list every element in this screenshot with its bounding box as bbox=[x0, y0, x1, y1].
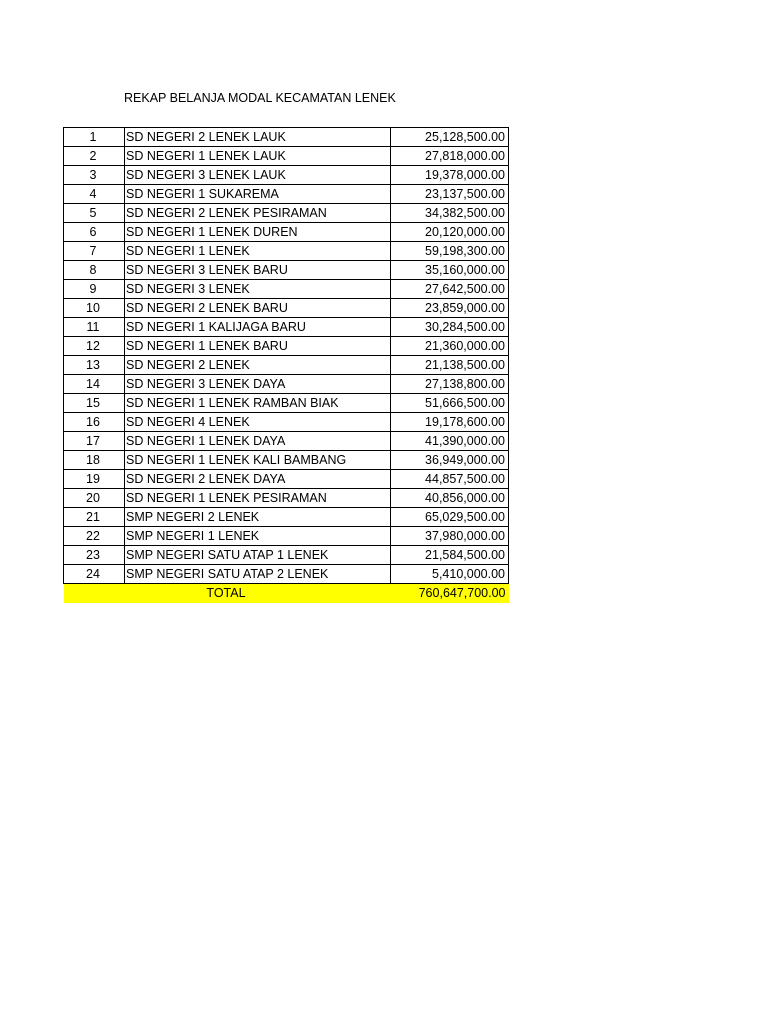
school-name: SD NEGERI 1 LENEK DUREN bbox=[125, 223, 391, 242]
school-name: SD NEGERI 3 LENEK LAUK bbox=[125, 166, 391, 185]
school-name: SD NEGERI 1 LENEK DAYA bbox=[125, 432, 391, 451]
table-row bbox=[64, 413, 509, 432]
table-row bbox=[64, 147, 509, 166]
row-number: 16 bbox=[64, 413, 125, 432]
row-number: 11 bbox=[64, 318, 125, 337]
table-row bbox=[64, 508, 509, 527]
row-number: 15 bbox=[64, 394, 125, 413]
table-row bbox=[64, 451, 509, 470]
amount-value: 37,980,000.00 bbox=[391, 527, 509, 546]
table-row bbox=[64, 185, 509, 204]
amount-value: 19,378,000.00 bbox=[391, 166, 509, 185]
row-number: 9 bbox=[64, 280, 125, 299]
table-row bbox=[64, 356, 509, 375]
total-amount: 760,647,700.00 bbox=[391, 584, 509, 603]
page-title: REKAP BELANJA MODAL KECAMATAN LENEK bbox=[124, 91, 396, 105]
amount-value: 51,666,500.00 bbox=[391, 394, 509, 413]
school-name: SMP NEGERI SATU ATAP 1 LENEK bbox=[125, 546, 391, 565]
amount-value: 65,029,500.00 bbox=[391, 508, 509, 527]
amount-value: 21,360,000.00 bbox=[391, 337, 509, 356]
amount-value: 36,949,000.00 bbox=[391, 451, 509, 470]
school-name: SD NEGERI 1 LENEK RAMBAN BIAK bbox=[125, 394, 391, 413]
table-row bbox=[64, 375, 509, 394]
row-number: 17 bbox=[64, 432, 125, 451]
table-row bbox=[64, 565, 509, 584]
amount-value: 27,642,500.00 bbox=[391, 280, 509, 299]
school-name: SD NEGERI 1 KALIJAGA BARU bbox=[125, 318, 391, 337]
school-name: SD NEGERI 1 LENEK bbox=[125, 242, 391, 261]
row-number: 3 bbox=[64, 166, 125, 185]
table-row bbox=[64, 261, 509, 280]
row-number: 21 bbox=[64, 508, 125, 527]
table-row bbox=[64, 204, 509, 223]
row-number: 20 bbox=[64, 489, 125, 508]
school-name: SD NEGERI 1 LENEK PESIRAMAN bbox=[125, 489, 391, 508]
amount-value: 34,382,500.00 bbox=[391, 204, 509, 223]
school-name: SD NEGERI 3 LENEK DAYA bbox=[125, 375, 391, 394]
table-row bbox=[64, 489, 509, 508]
amount-value: 27,818,000.00 bbox=[391, 147, 509, 166]
amount-value: 30,284,500.00 bbox=[391, 318, 509, 337]
row-number: 6 bbox=[64, 223, 125, 242]
row-number: 18 bbox=[64, 451, 125, 470]
amount-value: 21,138,500.00 bbox=[391, 356, 509, 375]
school-name: SD NEGERI 1 SUKAREMA bbox=[125, 185, 391, 204]
school-name: SD NEGERI 2 LENEK PESIRAMAN bbox=[125, 204, 391, 223]
row-number: 12 bbox=[64, 337, 125, 356]
school-name: SD NEGERI 3 LENEK BARU bbox=[125, 261, 391, 280]
row-number: 8 bbox=[64, 261, 125, 280]
table-row bbox=[64, 299, 509, 318]
amount-value: 5,410,000.00 bbox=[391, 565, 509, 584]
school-name: SD NEGERI 2 LENEK BARU bbox=[125, 299, 391, 318]
total-label: TOTAL bbox=[64, 584, 391, 603]
school-name: SD NEGERI 2 LENEK DAYA bbox=[125, 470, 391, 489]
recap-table bbox=[63, 127, 509, 603]
amount-value: 19,178,600.00 bbox=[391, 413, 509, 432]
school-name: SMP NEGERI SATU ATAP 2 LENEK bbox=[125, 565, 391, 584]
table-row bbox=[64, 546, 509, 565]
school-name: SD NEGERI 1 LENEK LAUK bbox=[125, 147, 391, 166]
total-row bbox=[64, 584, 509, 603]
amount-value: 40,856,000.00 bbox=[391, 489, 509, 508]
table-row bbox=[64, 394, 509, 413]
table-row bbox=[64, 432, 509, 451]
school-name: SMP NEGERI 2 LENEK bbox=[125, 508, 391, 527]
row-number: 1 bbox=[64, 128, 125, 147]
school-name: SMP NEGERI 1 LENEK bbox=[125, 527, 391, 546]
amount-value: 23,859,000.00 bbox=[391, 299, 509, 318]
school-name: SD NEGERI 4 LENEK bbox=[125, 413, 391, 432]
amount-value: 59,198,300.00 bbox=[391, 242, 509, 261]
amount-value: 20,120,000.00 bbox=[391, 223, 509, 242]
table-row bbox=[64, 166, 509, 185]
row-number: 5 bbox=[64, 204, 125, 223]
table-row bbox=[64, 470, 509, 489]
row-number: 7 bbox=[64, 242, 125, 261]
row-number: 10 bbox=[64, 299, 125, 318]
row-number: 19 bbox=[64, 470, 125, 489]
row-number: 4 bbox=[64, 185, 125, 204]
amount-value: 25,128,500.00 bbox=[391, 128, 509, 147]
table-row bbox=[64, 337, 509, 356]
school-name: SD NEGERI 1 LENEK KALI BAMBANG bbox=[125, 451, 391, 470]
amount-value: 44,857,500.00 bbox=[391, 470, 509, 489]
amount-value: 41,390,000.00 bbox=[391, 432, 509, 451]
school-name: SD NEGERI 3 LENEK bbox=[125, 280, 391, 299]
recap-table-body bbox=[64, 128, 509, 584]
row-number: 23 bbox=[64, 546, 125, 565]
school-name: SD NEGERI 2 LENEK LAUK bbox=[125, 128, 391, 147]
school-name: SD NEGERI 2 LENEK bbox=[125, 356, 391, 375]
school-name: SD NEGERI 1 LENEK BARU bbox=[125, 337, 391, 356]
amount-value: 27,138,800.00 bbox=[391, 375, 509, 394]
amount-value: 23,137,500.00 bbox=[391, 185, 509, 204]
table-row bbox=[64, 223, 509, 242]
table-row bbox=[64, 128, 509, 147]
amount-value: 21,584,500.00 bbox=[391, 546, 509, 565]
table-row bbox=[64, 318, 509, 337]
table-row bbox=[64, 280, 509, 299]
row-number: 13 bbox=[64, 356, 125, 375]
row-number: 22 bbox=[64, 527, 125, 546]
amount-value: 35,160,000.00 bbox=[391, 261, 509, 280]
row-number: 24 bbox=[64, 565, 125, 584]
row-number: 14 bbox=[64, 375, 125, 394]
row-number: 2 bbox=[64, 147, 125, 166]
table-row bbox=[64, 242, 509, 261]
table-row bbox=[64, 527, 509, 546]
